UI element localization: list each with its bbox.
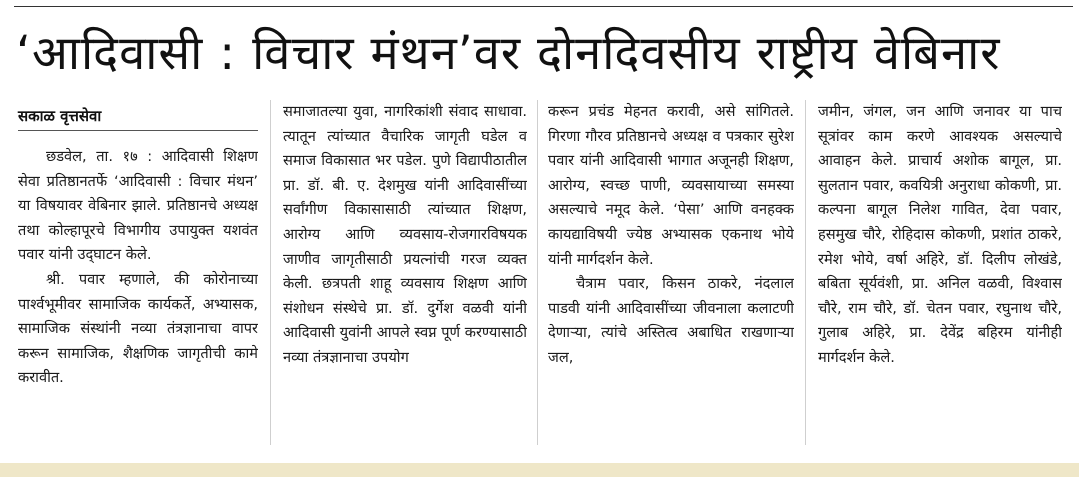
paragraph: छडवेल, ता. १७ : आदिवासी शिक्षण सेवा प्रतिष्ठानतर्फे ‘आदिवासी : विचार मंथन’ या विषयावर वेबिनार झाले. प्रतिष्ठानचे अध्यक्ष तथा कोल्हापूरचे विभागीय उपायुक्त यशवंत पवार यांनी उद्‍घाटन केले. — [18, 148, 258, 264]
paragraph: श्री. पवार म्हणाले, की कोरोनाच्या पार्श्वभूमीवर सामाजिक कार्यकर्ते, अभ्यासक, सामाजिक संस्थांनी नव्या तंत्रज्ञानाचा वापर करून सामाजिक, शैक्षणिक जागृतीची कामे करावीत. — [18, 270, 258, 387]
column-2 — [283, 100, 527, 449]
paragraph: समाजातल्या युवा, नागरिकांशी संवाद साधावा. त्यातून त्यांच्यात वैचारिक जागृती घडेल व समाज विकासात भर पडेल. पुणे विद्यापीठातील प्रा. डॉ. बी. ए. देशमुख यांनी आदिवासींच्या सर्वांगीण विकासासाठी त्यांच्यात शिक्षण, आरोग्य आणि व्यवसाय-रोजगारविषयक जाणीव जागृतीसाठी प्रयत्नांची गरज व्यक्त केली. छत्रपती शाहू व्यवसाय शिक्षण आणि संशोधन संस्थेचे प्रा. डॉ. दुर्गेश वळवी यांनी आदिवासी युवांनी आपले स्वप्न पूर्ण करण्यासाठी नव्या तंत्रज्ञानाचा उपयोग — [283, 103, 527, 366]
column-divider — [537, 100, 538, 445]
bottom-band — [0, 463, 1079, 477]
column-1 — [18, 145, 258, 449]
column-3 — [548, 100, 794, 449]
paragraph: करून प्रचंड मेहनत करावी, असे सांगितले. गिरणा गौरव प्रतिष्ठानचे अध्यक्ष व पत्रकार सुरेश पवार यांनी आदिवासी भागात अजूनही शिक्षण, आरोग्य, स्वच्छ पाणी, व्यवसायाच्या समस्या असल्याचे नमूद केले. ‘पेसा’ आणि वनहक्क कायद्याविषयी ज्येष्ठ अभ्यासक एकनाथ भोये यांनी मार्गदर्शन केले. — [548, 103, 794, 268]
paragraph: जमीन, जंगल, जन आणि जनावर या पाच सूत्रांवर काम करणे आवश्यक असल्याचे आवाहन केले. प्राचार्य अशोक बागूल, प्रा. सुलतान पवार, कवयित्री अनुराधा कोकणी, प्रा. कल्पना बागूल निलेश गावित, देवा पवार, हसमुख चौरे, रोहिदास कोकणी, प्रशांत ठाकरे, रमेश भोये, वर्षा अहिरे, डॉ. दिलीप लोखंडे, बबिता सूर्यवंशी, प्रा. अनिल वळवी, विश्वास चौरे, राम चौरे, डॉ. चेतन पवार, रघुनाथ चौरे, गुलाब अहिरे, प्रा. देवेंद्र बहिरम यांनीही मार्गदर्शन केले. — [818, 103, 1062, 366]
column-4 — [818, 100, 1062, 449]
column-divider — [805, 100, 806, 445]
headline: ‘आदिवासी : विचार मंथन’वर दोनदिवसीय राष्ट्रीय वेबिनार — [16, 26, 1001, 81]
top-rule — [14, 6, 1073, 7]
byline-rule — [18, 130, 258, 131]
byline: सकाळ वृत्तसेवा — [18, 107, 102, 125]
paragraph: चैत्राम पवार, किसन ठाकरे, नंदलाल पाडवी यांनी आदिवासींच्या जीवनाला कलाटणी देणाऱ्या, त्यांचे अस्तित्व अबाधित राखणाऱ्या जल, — [548, 275, 794, 366]
column-divider — [270, 100, 271, 445]
